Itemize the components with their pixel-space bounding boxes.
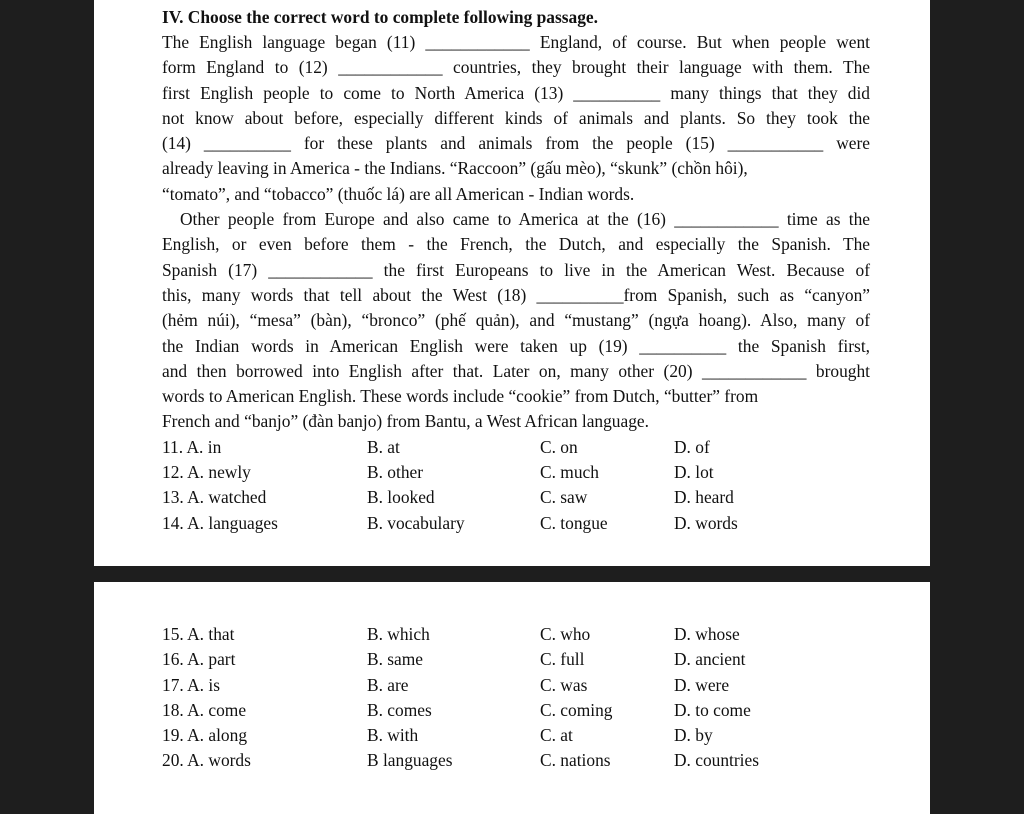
option-d: D. of [674, 436, 710, 457]
passage-line: French and “banjo” (đàn banjo) from Bantu, a West African language. [162, 411, 649, 432]
question-15-options [162, 622, 870, 647]
option-a: 12. A. newly [162, 462, 251, 483]
option-d: D. were [674, 674, 730, 695]
question-17-options [162, 673, 870, 698]
option-c: C. full [540, 649, 585, 670]
option-b: B. comes [367, 699, 432, 720]
passage-line: Other people from Europe and also came to America at the (16) ____________ time as the [180, 209, 870, 230]
option-b: B. which [367, 624, 430, 644]
question-19-options [162, 723, 870, 748]
option-b: B. vocabulary [367, 512, 465, 533]
document-page-1 [94, 0, 930, 566]
passage-line: The English language began (11) ____________ England, of course. But when people went [162, 32, 870, 52]
option-c: C. much [540, 462, 599, 483]
option-a: 20. A. words [162, 750, 251, 771]
option-a: 19. A. along [162, 725, 248, 746]
passage-line: this, many words that tell about the West (18) __________from Spanish, such as “canyon” [162, 284, 870, 305]
passage-line: English, or even before them - the French, the Dutch, and especially the Spanish. The [162, 234, 870, 255]
option-c: C. who [540, 624, 591, 644]
option-a: 14. A. languages [162, 512, 278, 533]
option-b: B. are [367, 674, 409, 695]
option-c: C. tongue [540, 512, 608, 533]
question-20-options [162, 748, 870, 773]
passage-line: and then borrowed into English after that. Later on, many other (20) ____________ brought [162, 360, 870, 381]
passage-line: not know about before, especially different kinds of animals and plants. So they took the [162, 107, 870, 128]
passage-line: (hẻm núi), “mesa” (bàn), “bronco” (phế quản), and “mustang” (ngựa hoang). Also, many of [162, 310, 870, 331]
question-11-options [162, 435, 870, 460]
option-a: 17. A. is [162, 674, 220, 695]
option-c: C. was [540, 674, 588, 695]
option-c: C. on [540, 436, 578, 457]
document-page-2 [94, 582, 930, 814]
question-13-options [162, 485, 870, 510]
page-1-content [162, 5, 870, 536]
option-a: 18. A. come [162, 699, 247, 720]
passage-line: first English people to come to North America (13) __________ many things that they did [162, 82, 870, 103]
page-2-content [162, 622, 870, 774]
option-b: B. other [367, 462, 424, 483]
option-b: B. looked [367, 487, 435, 508]
option-c: C. nations [540, 750, 611, 771]
option-b: B. same [367, 649, 424, 670]
passage-line: already leaving in America - the Indians. “Raccoon” (gấu mèo), “skunk” (chồn hôi), [162, 158, 748, 179]
option-c: C. coming [540, 699, 613, 720]
option-b: B languages [367, 750, 453, 771]
option-d: D. lot [674, 462, 714, 483]
option-c: C. saw [540, 487, 588, 508]
option-d: D. by [674, 725, 713, 746]
passage-line: words to American English. These words include “cookie” from Dutch, “butter” from [162, 386, 759, 407]
option-b: B. at [367, 436, 400, 457]
option-d: D. heard [674, 487, 734, 508]
passage-line: Spanish (17) ____________ the first Europeans to live in the American West. Because of [162, 259, 870, 280]
question-18-options [162, 698, 870, 723]
passage-line: “tomato”, and “tobacco” (thuốc lá) are all American - Indian words. [162, 183, 635, 204]
option-a: 11. A. in [162, 436, 222, 457]
passage-line: form England to (12) ____________ countries, they brought their language with them. The [162, 57, 870, 78]
question-16-options [162, 647, 870, 672]
passage-line: (14) __________ for these plants and animals from the people (15) ___________ were [162, 133, 870, 154]
option-a: 16. A. part [162, 649, 236, 670]
question-12-options [162, 460, 870, 485]
option-c: C. at [540, 725, 573, 746]
question-14-options [162, 511, 870, 536]
option-a: 15. A. that [162, 624, 235, 644]
option-d: D. whose [674, 624, 740, 644]
option-d: D. words [674, 512, 738, 533]
passage-line: the Indian words in American English were taken up (19) __________ the Spanish first, [162, 335, 870, 356]
option-b: B. with [367, 725, 419, 746]
option-d: D. to come [674, 699, 751, 720]
option-d: D. ancient [674, 649, 746, 670]
option-a: 13. A. watched [162, 487, 267, 508]
section-title: IV. Choose the correct word to complete following passage. [162, 7, 598, 27]
option-d: D. countries [674, 750, 760, 771]
